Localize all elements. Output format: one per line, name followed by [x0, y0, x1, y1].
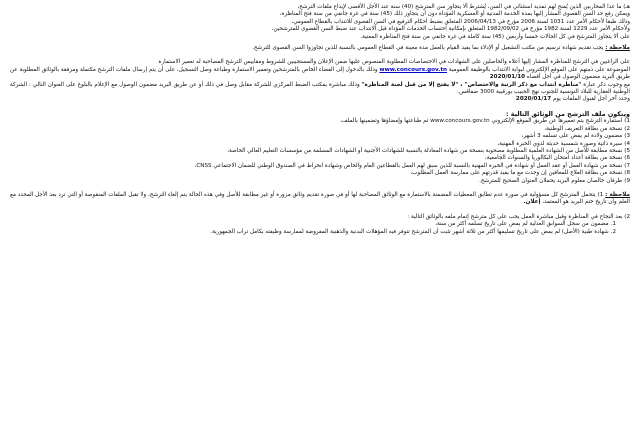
application-instructions	[10, 59, 630, 103]
envelope-mention: "مناظرة انتداب مع ذكر الرتبة والاختصاص" ، "لا يفتح إلا من قبل لجنة المناظرة"	[361, 81, 582, 88]
body-line: الموضوعة على ذمتهم على الموقع الإلكتروني لبوابة الانتداب بالوظيفة العمومية www.concours.gov.tn وذلك بالدخول إلى الفضاء الخاص بالمترشحين وتعمير الاستمارة وطباعة وصل التسجيل، على أن يتم إرسال ملفات الترشح مكتملة ومرفقة بالوثائق المطلوبة عن طريق البريد مضمون الوصول في أجل أقصاه 2020/01/10	[10, 66, 630, 81]
list-item: 5)نسخة مطابقة للأصل من الشهادة العلمية المطلوبة مصحوبة بنسخة من شهادة المعادلة بالنسبة للشهادات الأجنبية أو الشهادات المسلمة من مؤسسات التعليم العالي الخاصة،	[227, 147, 630, 154]
intro-line: على ألا يتجاوز المترشح في كل الحالات خمسا وأربعين (45) سنة كاملة في غرة جانفي من سنة فتح المناظرة المعنية.	[360, 33, 630, 40]
list-item: 6)نسخة من بطاقة أعداد امتحان البكالوريا والسنوات الجامعية،	[484, 155, 630, 162]
closing-line: وحدد آخر أجل لقبول الملفات يوم 2020/01/17	[515, 96, 630, 103]
note-one-text: يجب تقديم شهادة ترسيم من مكتب التشغيل أو الإدلاء بما يفيد القيام بالعمل مدة معينة في القطاع العمومي بالنسبة للذين تجاوزوا السن القصوى للترشح.	[252, 45, 604, 52]
intro-line: وذلك طبقا لأحكام الأمر عدد 1031 لسنة 2006 مؤرخ في 2006/04/13 المتعلق بضبط أحكام الترفيع في السن القصوى للانتداب بالقطاع العمومي،	[291, 18, 630, 25]
note-two-tail: إعلان.	[523, 199, 541, 206]
list-item: 3)مضمون ولادة لم يمض على تسلمه 3 أشهر،	[521, 133, 630, 140]
deadline-date: 2020/01/10	[489, 74, 526, 81]
intro-line: ويمكن رفع حد السن القصوى المشار إليها بمدة الخدمة المدنية أو العسكرية المؤداة دون أن يتجاوز ذلك (45) سنة في غرة جانفي من سنة فتح المناظرة،	[279, 11, 630, 18]
list-item: 2)نسخة من بطاقة التعريف الوطنية،	[544, 125, 630, 132]
note-one-label: ملاحظة :	[605, 45, 630, 52]
list-item: 4)سيرة ذاتية وصورة شمسية حديثة لذوي الخبرة المهنية،	[497, 140, 630, 147]
final-intro: 2) بعد النجاح في المناظرة وقبل مباشرة العمل يجب على كل مترشح إتمام ملفه بالوثائق التالية :	[407, 213, 630, 220]
list-item: 9)ظرفان خالصان معلوم البريد يحملان العنوان الصحيح للمترشح.	[479, 177, 630, 184]
concours-site-link[interactable]: www.concours.gov.tn	[379, 66, 447, 73]
list-item: 8)نسخة من بطاقة العلاج للمعاقين إن وجدت مع ما يفيد قدرتهم على ممارسة العمل المطلوب،	[410, 170, 630, 177]
closing-date: 2020/01/17	[515, 96, 552, 103]
documents-title: ويتكون ملف الترشح من الوثائق التالية :	[505, 109, 630, 118]
note-two-label: ملاحظة :	[605, 191, 630, 198]
intro-section	[10, 4, 630, 41]
intro-line: هـ) ما عدا المحاربين الذين يُمنح لهم تمديد استثنائي في السن، يُشترط ألا يتجاوز سن المترشح (40) سنة عند الأجل الأقصى لإيداع ملفات الترشح،	[297, 4, 630, 10]
list-item: 2.شهادة طبية (الأصل) لم يمض على تاريخ تسليمها أكثر من ثلاثة أشهر تثبت أن المترشح تتوفر فيه المؤهلات البدنية والذهنية المفروضة لممارسة وظيفته بكامل تراب الجمهورية.	[210, 228, 616, 235]
list-item: 7)نسخة من شهادة العمل أو عقد العمل أو شهادة في الخبرة المهنية بالنسبة للذين سبق لهم العمل بالقطاعين العام والخاص وشهادة انخراط في الصندوق الوطني للضمان الاجتماعي CNSS،	[194, 162, 630, 169]
note-two: ملاحظة : 1)يتحمل المترشح كل مسؤولية في صورة عدم تطابق المعطيات المضمنة بالاستمارة مع الوثائق المصاحبة لها أو في صورة تقديم وثائق مزورة أو غير مطابقة للأصل وفي هذه الحالة يتم إلغاء الترشح، ولا تقبل الملفات المنقوصة أو التي ترد بعد الأجل المحدد مع العلم وأن تاريخ ختم البريد هو المعتمد، إعلان.	[10, 191, 630, 206]
note-one	[10, 45, 630, 52]
post-address: وذلك مباشرة بمكتب الضبط المركزي للشركة مقابل وصل في ذلك أو عن طريق البريد مضمون الوصول مع الإعلام بالبلوغ على العنوان التالي : الشركة الوطنية العقارية للبلاد التونسية للجنوب نهج الحبيب بورقيبة 3000 صفاقس.	[10, 81, 630, 96]
body-line: مع وجوب ذكر عبارة "مناظرة انتداب مع ذكر الرتبة والاختصاص" ، "لا يفتح إلا من قبل لجنة المناظرة" وذلك مباشرة بمكتب الضبط المركزي للشركة مقابل وصل في ذلك أو عن طريق البريد مضمون الوصول مع الإعلام بالبلوغ على العنوان التالي : الشركة الوطنية العقارية للبلاد التونسية للجنوب نهج الحبيب بورقيبة 3000 صفاقس.	[10, 81, 630, 96]
body-line: على الراغبين في الترشح للمناظرة المشار إليها أعلاه والحاصلين على الشهادات في الاختصاصات المطلوبة المنصوص عليها ضمن الإعلان والمستجيبين للشروط ومقاييس الترشح المصاحبة له تعمير الاستمارة	[158, 59, 630, 66]
documents-list	[10, 118, 630, 185]
list-item: 1)استمارة الترشح يتم تعميرها عن طريق الموقع الإلكتروني www.concours.gov.tn ثم طباعتها وإمضاؤها وتضمينها بالملف،	[340, 118, 630, 125]
list-item: 1.مضمون من سجل السوابق العدلية لم يمض على تاريخ تسلمه أكثر من سنة،	[435, 221, 616, 228]
final-section	[10, 214, 630, 236]
intro-line: ولأحكام الأمر عدد 1229 لسنة 1982 مؤرخ في 1982/09/02 المتعلق بإمكانية احتساب الخدمات المؤداة قبل الانتداب عند ضبط السن القصوى للمترشحين،	[271, 26, 630, 33]
